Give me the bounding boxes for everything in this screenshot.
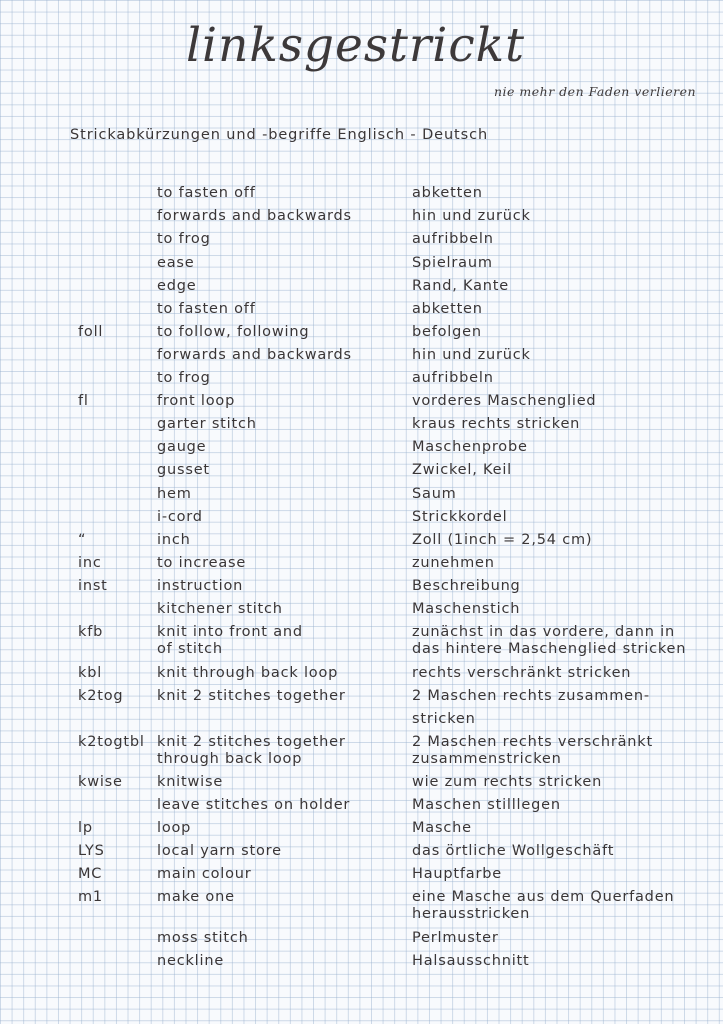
german-term (412, 601, 712, 618)
german-term (412, 231, 712, 248)
german-term-line: Rand, Kante (412, 278, 509, 294)
german-term (412, 301, 712, 318)
german-term (412, 555, 712, 572)
german-term (412, 688, 712, 705)
german-term (412, 734, 712, 768)
german-term-line: Hauptfarbe (412, 866, 502, 882)
english-term-line: forwards and backwards (157, 208, 352, 224)
english-term-line: knit into front and (157, 624, 303, 640)
german-term (412, 578, 712, 595)
english-term-line: leave stitches on holder (157, 797, 351, 813)
english-term-line: kitchener stitch (157, 601, 283, 617)
brand-logo: linksgestrickt (186, 18, 526, 73)
abbreviation: kfb (78, 624, 104, 640)
english-term (157, 889, 397, 906)
german-term-line: das örtliche Wollgeschäft (412, 843, 615, 859)
english-term (157, 774, 397, 791)
german-term (412, 866, 712, 883)
english-term (157, 665, 397, 682)
english-term (157, 347, 397, 364)
abbreviation: m1 (78, 889, 103, 905)
english-term-line: to frog (157, 231, 211, 247)
german-term-line: befolgen (412, 324, 482, 340)
english-term (157, 185, 397, 202)
english-term (157, 486, 397, 503)
german-term-line: abketten (412, 185, 483, 201)
german-term (412, 278, 712, 295)
english-term (157, 711, 397, 728)
english-term (157, 278, 397, 295)
german-term-line: Halsausschnitt (412, 953, 530, 969)
english-term (157, 393, 397, 410)
german-term (412, 797, 712, 814)
german-term-line: Maschenprobe (412, 439, 528, 455)
english-term (157, 555, 397, 572)
german-term-line: Beschreibung (412, 578, 521, 594)
english-term-line: main colour (157, 866, 252, 882)
page-heading: Strickabkürzungen und -begriffe Englisch - Deutsch (70, 127, 489, 143)
german-term-line: abketten (412, 301, 483, 317)
english-term (157, 208, 397, 225)
english-term (157, 953, 397, 970)
english-term-line: moss stitch (157, 930, 249, 946)
german-term-line: eine Masche aus dem Querfaden (412, 889, 675, 905)
english-term-line: make one (157, 889, 235, 905)
german-term-line: zunächst in das vordere, dann in (412, 624, 675, 640)
english-term-line: to fasten off (157, 301, 256, 317)
english-term-line: i-cord (157, 509, 203, 525)
abbreviation: kwise (78, 774, 123, 790)
english-term (157, 416, 397, 433)
german-term-line: Perlmuster (412, 930, 499, 946)
english-term (157, 509, 397, 526)
english-term-line: front loop (157, 393, 236, 409)
english-term-line: gauge (157, 439, 207, 455)
english-term (157, 843, 397, 860)
german-term-line: Strickkordel (412, 509, 508, 525)
english-term (157, 324, 397, 341)
english-term (157, 688, 397, 705)
english-term-line: gusset (157, 462, 210, 478)
english-term-line: forwards and backwards (157, 347, 352, 363)
english-term (157, 930, 397, 947)
german-term (412, 462, 712, 479)
german-term-line: aufribbeln (412, 231, 494, 247)
german-term (412, 665, 712, 682)
german-term (412, 930, 712, 947)
german-term-line: Spielraum (412, 255, 493, 271)
german-term-line: herausstricken (412, 906, 531, 922)
german-term-line: hin und zurück (412, 208, 531, 224)
abbreviation: k2togtbl (78, 734, 145, 750)
english-term-line: of stitch (157, 641, 223, 657)
german-term (412, 953, 712, 970)
german-term-line: aufribbeln (412, 370, 494, 386)
german-term (412, 624, 712, 658)
german-term (412, 774, 712, 791)
german-term-line: hin und zurück (412, 347, 531, 363)
abbreviation: lp (78, 820, 93, 836)
german-term (412, 208, 712, 225)
german-term (412, 416, 712, 433)
german-term-line: Masche (412, 820, 472, 836)
english-term-line: hem (157, 486, 192, 502)
german-term (412, 255, 712, 272)
english-term (157, 532, 397, 549)
english-term-line: to fasten off (157, 185, 256, 201)
german-term-line: Zoll (1inch = 2,54 cm) (412, 532, 593, 548)
german-term-line: vorderes Maschenglied (412, 393, 597, 409)
german-term-line: stricken (412, 711, 476, 727)
english-term (157, 439, 397, 456)
abbreviation: fl (78, 393, 89, 409)
german-term (412, 843, 712, 860)
english-term-line: neckline (157, 953, 225, 969)
english-term-line: to frog (157, 370, 211, 386)
german-term-line: zusammenstricken (412, 751, 562, 767)
abbreviation: kbl (78, 665, 103, 681)
english-term-line: inch (157, 532, 191, 548)
english-term-line: knit 2 stitches together (157, 734, 346, 750)
english-term (157, 601, 397, 618)
english-term (157, 301, 397, 318)
tagline: nie mehr den Faden verlieren (494, 84, 697, 99)
english-term (157, 255, 397, 272)
german-term (412, 185, 712, 202)
german-term-line: Maschen stilllegen (412, 797, 561, 813)
german-term (412, 347, 712, 364)
german-term-line: wie zum rechts stricken (412, 774, 603, 790)
german-term (412, 393, 712, 410)
english-term (157, 231, 397, 248)
english-term-line: to follow, following (157, 324, 310, 340)
abbreviation: MC (78, 866, 103, 882)
german-term-line: rechts verschränkt stricken (412, 665, 632, 681)
abbreviation: “ (78, 532, 87, 548)
german-term-line: kraus rechts stricken (412, 416, 581, 432)
german-term (412, 509, 712, 526)
german-term (412, 439, 712, 456)
english-term-line: knitwise (157, 774, 224, 790)
abbreviation: inst (78, 578, 108, 594)
german-term-line: 2 Maschen rechts verschränkt (412, 734, 653, 750)
german-term (412, 889, 712, 923)
english-term (157, 370, 397, 387)
german-term-line: Maschenstich (412, 601, 521, 617)
german-term-line: zunehmen (412, 555, 495, 571)
abbreviation: inc (78, 555, 102, 571)
english-term-line: instruction (157, 578, 244, 594)
english-term-line: ease (157, 255, 195, 271)
abbreviation: foll (78, 324, 104, 340)
english-term (157, 578, 397, 595)
german-term (412, 486, 712, 503)
english-term-line: edge (157, 278, 197, 294)
english-term-line: garter stitch (157, 416, 257, 432)
abbreviation: LYS (78, 843, 105, 859)
german-term-line: Saum (412, 486, 457, 502)
english-term (157, 734, 397, 768)
english-term-line: to increase (157, 555, 247, 571)
german-term (412, 532, 712, 549)
abbreviation: k2tog (78, 688, 124, 704)
german-term-line: das hintere Maschenglied stricken (412, 641, 687, 657)
german-term (412, 711, 712, 728)
english-term-line: knit through back loop (157, 665, 339, 681)
german-term (412, 324, 712, 341)
english-term (157, 624, 397, 658)
english-term-line: loop (157, 820, 192, 836)
german-term (412, 820, 712, 837)
english-term-line (157, 711, 397, 728)
english-term (157, 820, 397, 837)
english-term-line: knit 2 stitches together (157, 688, 346, 704)
german-term-line: 2 Maschen rechts zusammen- (412, 688, 650, 704)
english-term (157, 866, 397, 883)
german-term-line: Zwickel, Keil (412, 462, 513, 478)
english-term (157, 797, 397, 814)
english-term-line: through back loop (157, 751, 303, 767)
german-term (412, 370, 712, 387)
english-term (157, 462, 397, 479)
english-term-line: local yarn store (157, 843, 282, 859)
